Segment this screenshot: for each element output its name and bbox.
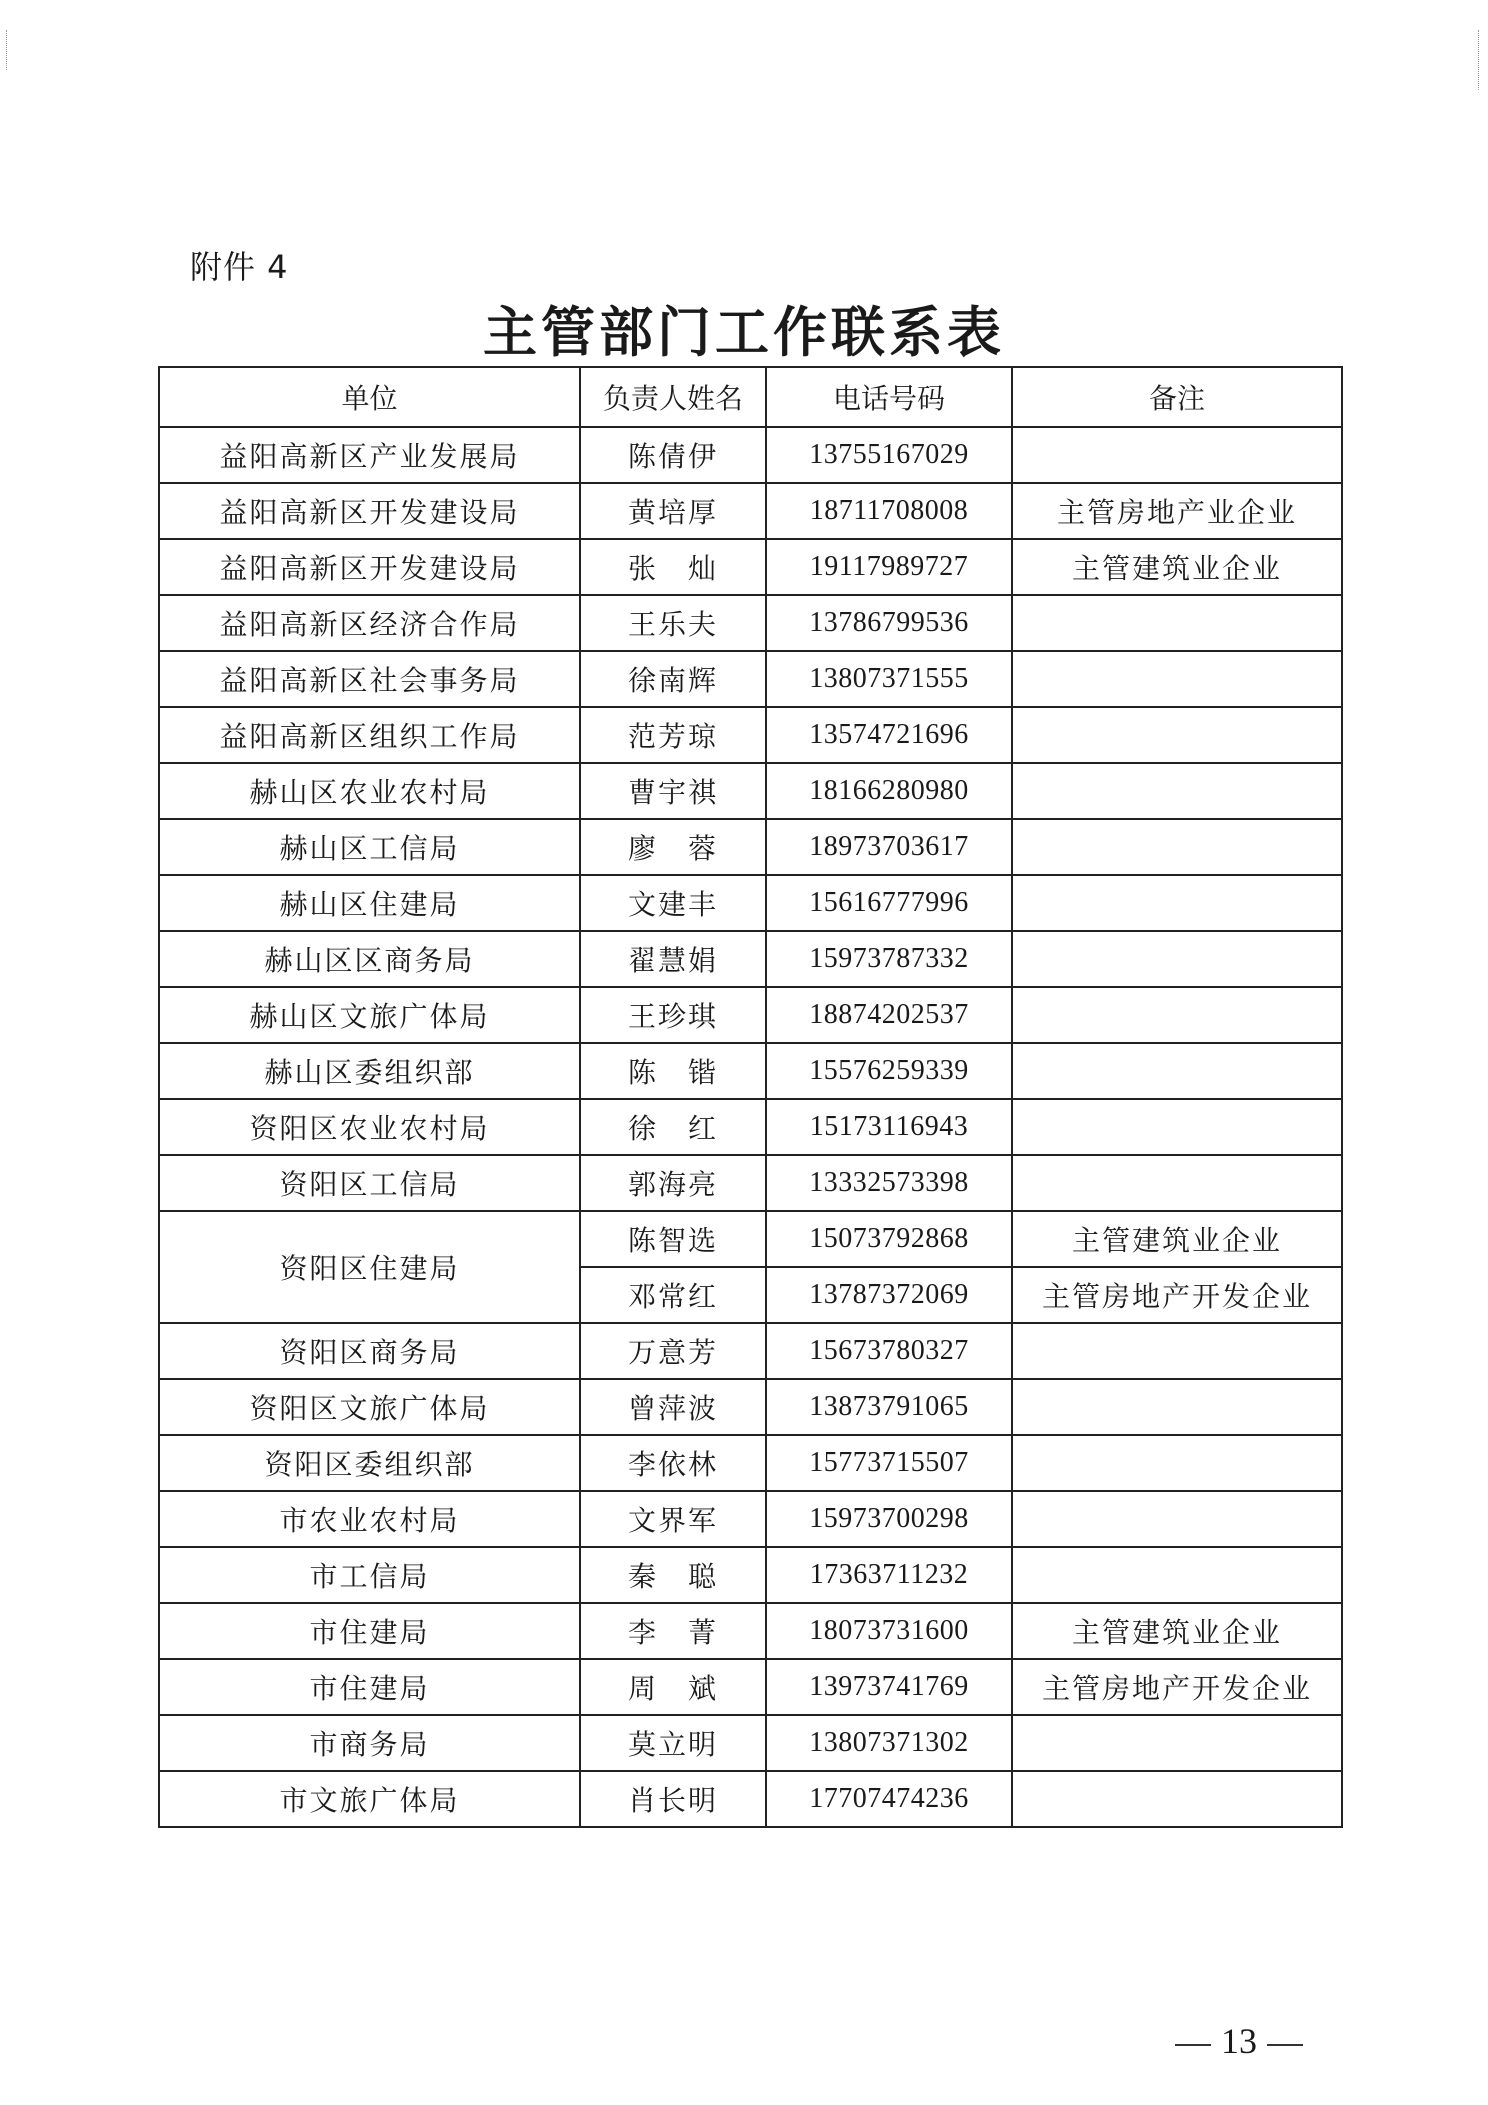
cell-note [1012,1547,1342,1603]
cell-phone: 13807371555 [766,651,1012,707]
cell-unit: 益阳高新区开发建设局 [159,539,580,595]
cell-name: 陈智选 [580,1211,766,1267]
header-phone: 电话号码 [766,367,1012,427]
cell-note: 主管房地产业企业 [1012,483,1342,539]
cell-unit: 资阳区农业农村局 [159,1099,580,1155]
cell-name: 廖 蓉 [580,819,766,875]
cell-phone: 13332573398 [766,1155,1012,1211]
cell-note [1012,1043,1342,1099]
page-number-value: 13 [1221,2021,1257,2061]
cell-unit: 市住建局 [159,1659,580,1715]
cell-phone: 18073731600 [766,1603,1012,1659]
cell-name: 李依林 [580,1435,766,1491]
header-name: 负责人姓名 [580,367,766,427]
table-row [159,1491,1342,1547]
table-row [159,427,1342,483]
table-row [159,931,1342,987]
cell-note: 主管房地产开发企业 [1012,1659,1342,1715]
cell-name: 周 斌 [580,1659,766,1715]
table-row [159,651,1342,707]
cell-name: 陈倩伊 [580,427,766,483]
cell-phone: 13574721696 [766,707,1012,763]
cell-phone: 15616777996 [766,875,1012,931]
cell-note [1012,707,1342,763]
cell-phone: 18973703617 [766,819,1012,875]
cell-note [1012,1155,1342,1211]
cell-phone: 13786799536 [766,595,1012,651]
page-number [1165,2020,1313,2062]
cell-phone: 15673780327 [766,1323,1012,1379]
cell-name: 李 菁 [580,1603,766,1659]
cell-note [1012,875,1342,931]
cell-phone: 15173116943 [766,1099,1012,1155]
cell-note [1012,1323,1342,1379]
cell-unit: 市工信局 [159,1547,580,1603]
scan-edge-mark-left [6,30,7,70]
table-row [159,1379,1342,1435]
cell-note [1012,763,1342,819]
cell-unit: 市农业农村局 [159,1491,580,1547]
table-row [159,1659,1342,1715]
cell-name: 曾萍波 [580,1379,766,1435]
cell-note [1012,1491,1342,1547]
cell-unit: 益阳高新区组织工作局 [159,707,580,763]
cell-name: 黄培厚 [580,483,766,539]
cell-name: 郭海亮 [580,1155,766,1211]
cell-unit: 益阳高新区开发建设局 [159,483,580,539]
cell-name: 王乐夫 [580,595,766,651]
cell-note: 主管建筑业企业 [1012,539,1342,595]
cell-name: 万意芳 [580,1323,766,1379]
table-row [159,539,1342,595]
cell-unit: 赫山区住建局 [159,875,580,931]
cell-name: 徐南辉 [580,651,766,707]
table-row [159,987,1342,1043]
cell-phone: 18711708008 [766,483,1012,539]
page-number-dash-left [1175,2044,1211,2046]
table-header-row [159,367,1342,427]
table-row [159,763,1342,819]
cell-note [1012,1715,1342,1771]
table-row [159,595,1342,651]
cell-name: 王珍琪 [580,987,766,1043]
cell-phone: 15973700298 [766,1491,1012,1547]
table-row [159,1547,1342,1603]
cell-name: 秦 聪 [580,1547,766,1603]
cell-unit: 益阳高新区产业发展局 [159,427,580,483]
cell-phone: 18874202537 [766,987,1012,1043]
cell-unit: 市商务局 [159,1715,580,1771]
table-row [159,1603,1342,1659]
cell-name: 莫立明 [580,1715,766,1771]
cell-phone: 13973741769 [766,1659,1012,1715]
cell-name: 张 灿 [580,539,766,595]
table-row [159,1771,1342,1827]
cell-phone: 15973787332 [766,931,1012,987]
cell-phone: 19117989727 [766,539,1012,595]
cell-name: 邓常红 [580,1267,766,1323]
cell-name: 陈 锴 [580,1043,766,1099]
cell-unit: 市住建局 [159,1603,580,1659]
table-row [159,1715,1342,1771]
cell-phone: 15576259339 [766,1043,1012,1099]
cell-unit: 益阳高新区经济合作局 [159,595,580,651]
table-row [159,1211,1342,1267]
cell-note [1012,651,1342,707]
cell-unit: 赫山区委组织部 [159,1043,580,1099]
cell-unit: 资阳区工信局 [159,1155,580,1211]
cell-note [1012,819,1342,875]
table-row [159,1099,1342,1155]
cell-unit: 市文旅广体局 [159,1771,580,1827]
table-row [159,707,1342,763]
cell-note [1012,595,1342,651]
cell-name: 文界军 [580,1491,766,1547]
table-row [159,1155,1342,1211]
cell-name: 徐 红 [580,1099,766,1155]
cell-note [1012,427,1342,483]
attachment-label: 附件 4 [190,248,289,286]
table-row [159,1043,1342,1099]
cell-unit: 赫山区农业农村局 [159,763,580,819]
cell-name: 范芳琼 [580,707,766,763]
cell-phone: 18166280980 [766,763,1012,819]
cell-unit: 资阳区商务局 [159,1323,580,1379]
cell-note [1012,987,1342,1043]
cell-phone: 13787372069 [766,1267,1012,1323]
scan-edge-mark-right [1478,30,1479,90]
cell-note: 主管建筑业企业 [1012,1603,1342,1659]
cell-unit: 资阳区文旅广体局 [159,1379,580,1435]
cell-phone: 13807371302 [766,1715,1012,1771]
cell-unit: 赫山区区商务局 [159,931,580,987]
cell-phone: 13873791065 [766,1379,1012,1435]
cell-phone: 13755167029 [766,427,1012,483]
cell-note [1012,1435,1342,1491]
cell-note: 主管房地产开发企业 [1012,1267,1342,1323]
contact-table [158,366,1343,1828]
table-body [159,427,1342,1827]
cell-note: 主管建筑业企业 [1012,1211,1342,1267]
table-row [159,1435,1342,1491]
cell-name: 文建丰 [580,875,766,931]
table-row [159,875,1342,931]
cell-note [1012,1771,1342,1827]
cell-note [1012,1379,1342,1435]
cell-phone: 15073792868 [766,1211,1012,1267]
cell-note [1012,1099,1342,1155]
cell-phone: 17707474236 [766,1771,1012,1827]
table-row [159,819,1342,875]
cell-note [1012,931,1342,987]
table-row [159,1323,1342,1379]
cell-unit: 益阳高新区社会事务局 [159,651,580,707]
cell-phone: 15773715507 [766,1435,1012,1491]
cell-name: 翟慧娟 [580,931,766,987]
cell-name: 肖长明 [580,1771,766,1827]
cell-phone: 17363711232 [766,1547,1012,1603]
header-unit: 单位 [159,367,580,427]
cell-unit: 资阳区住建局 [159,1211,580,1323]
cell-unit: 资阳区委组织部 [159,1435,580,1491]
cell-name: 曹宇祺 [580,763,766,819]
cell-unit: 赫山区工信局 [159,819,580,875]
cell-unit: 赫山区文旅广体局 [159,987,580,1043]
page-title: 主管部门工作联系表 [483,300,1005,364]
table-row [159,483,1342,539]
page-number-dash-right [1267,2044,1303,2046]
header-note: 备注 [1012,367,1342,427]
